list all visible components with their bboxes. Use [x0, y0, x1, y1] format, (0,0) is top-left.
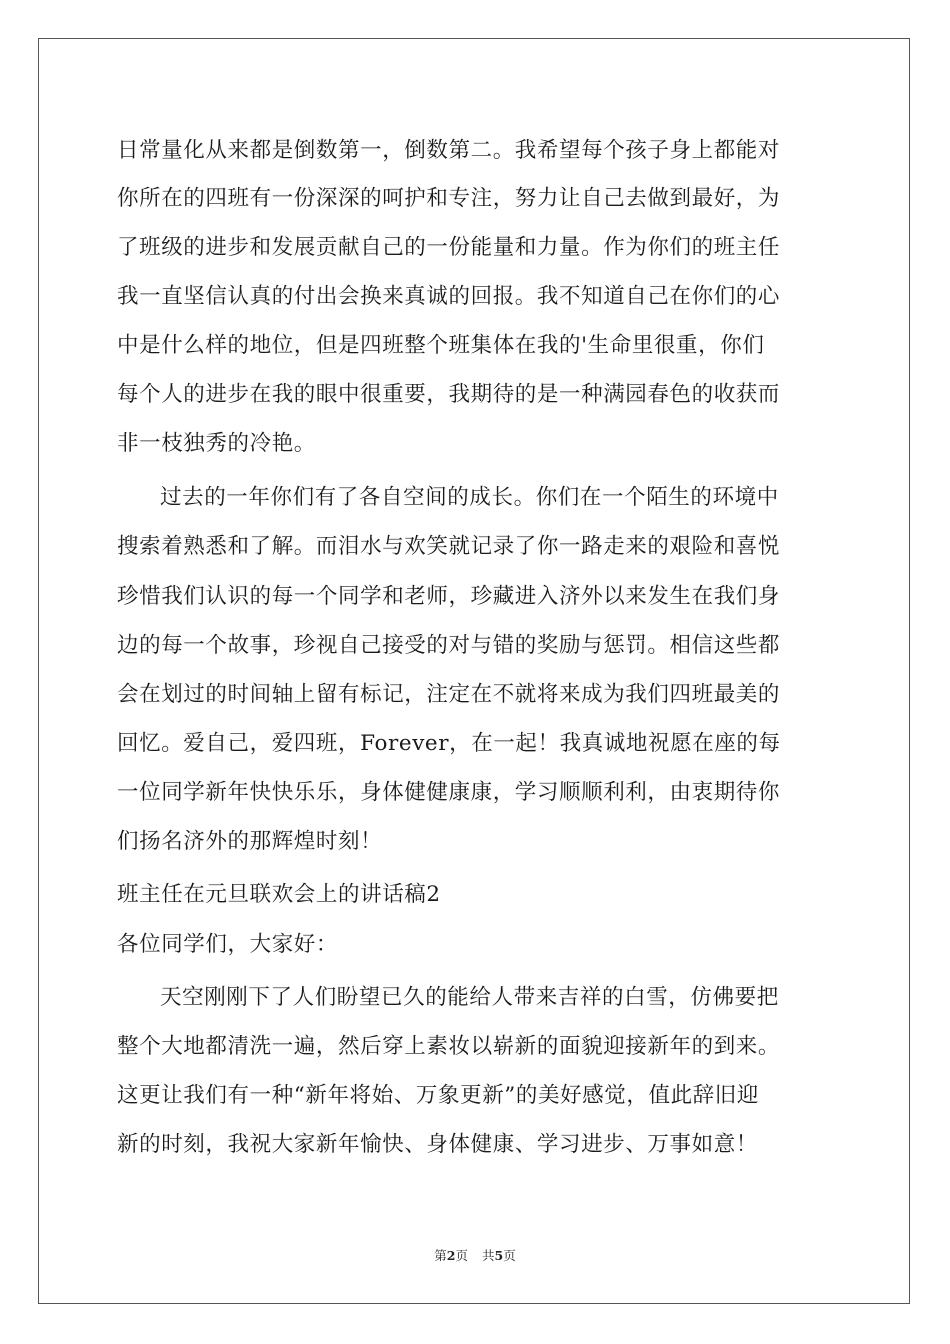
- text-line: 每个人的进步在我的眼中很重要，我期待的是一种满园春色的收获而: [117, 382, 781, 407]
- page-suffix: 页: [455, 1248, 468, 1263]
- text-line: 新的时刻，我祝大家新年愉快、身体健康、学习进步、万事如意！: [117, 1132, 758, 1157]
- total-pages: 5: [494, 1248, 504, 1263]
- section-heading: 班主任在元旦联欢会上的讲话稿2: [117, 882, 441, 907]
- text-line: 你所在的四班有一份深深的呵护和专注，努力让自己去做到最好，为: [117, 186, 781, 211]
- text-line: 非一枝独秀的冷艳。: [117, 431, 316, 456]
- text-line: 一位同学新年快快乐乐，身体健健康康，学习顺顺利利，由衷期待你: [117, 780, 781, 805]
- total-suffix: 页: [503, 1248, 516, 1263]
- text-line: 过去的一年你们有了各自空间的成长。你们在一个陌生的环境中: [160, 485, 779, 510]
- text-line: 边的每一个故事，珍视自己接受的对与错的奖励与惩罚。相信这些都: [117, 633, 781, 658]
- text-line: 了班级的进步和发展贡献自己的一份能量和力量。作为你们的班主任: [117, 235, 781, 260]
- text-line: 这更让我们有一种“新年将始、万象更新”的美好感觉，值此辞旧迎: [117, 1083, 759, 1108]
- salutation: 各位同学们，大家好：: [117, 932, 339, 957]
- text-line: 中是什么样的地位，但是四班整个班集体在我的'生命里很重，你们: [117, 333, 765, 358]
- text-line: 会在划过的时间轴上留有标记，注定在不就将来成为我们四班最美的: [117, 682, 781, 707]
- page-border: [38, 38, 910, 1304]
- text-line: 珍惜我们认识的每一个同学和老师，珍藏进入济外以来发生在我们身: [117, 584, 781, 609]
- text-line: 回忆。爱自己，爱四班，Forever，在一起！我真诚地祝愿在座的每: [117, 731, 781, 756]
- text-line: 们扬名济外的那辉煌时刻！: [117, 829, 383, 854]
- page-footer: [0, 1248, 950, 1264]
- page-number: 2: [446, 1248, 456, 1263]
- text-line: 日常量化从来都是倒数第一，倒数第二。我希望每个孩子身上都能对: [117, 138, 781, 163]
- text-line: 整个大地都清洗一遍，然后穿上素妆以崭新的面貌迎接新年的到来。: [117, 1034, 781, 1059]
- text-line: 天空刚刚下了人们盼望已久的能给人带来吉祥的白雪，仿佛要把: [160, 985, 779, 1010]
- text-line: 我一直坚信认真的付出会换来真诚的回报。我不知道自己在你们的心: [117, 284, 781, 309]
- text-line: 搜索着熟悉和了解。而泪水与欢笑就记录了你一路走来的艰险和喜悦: [117, 534, 781, 559]
- page-prefix: 第: [434, 1248, 447, 1263]
- total-prefix: 共: [482, 1248, 495, 1263]
